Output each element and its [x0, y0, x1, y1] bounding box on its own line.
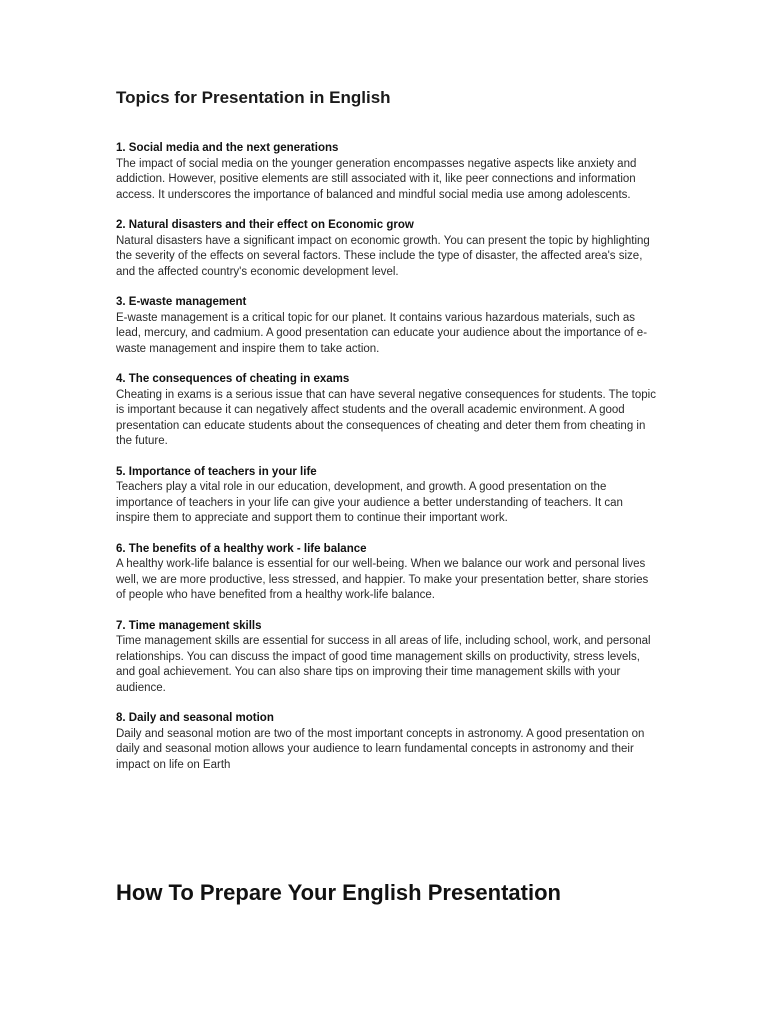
topic-heading: 3. E-waste management	[116, 296, 247, 308]
topic-body: Natural disasters have a significant impact on economic growth. You can present the topic by highlighting the severity of the effects on several factors. These include the type of disaster, the affected area's size, and the affected country's economic development level.	[116, 234, 650, 278]
topic-body: Time management skills are essential for success in all areas of life, including school, work, and personal relationships. You can discuss the impact of good time management skills on productivity, stress levels, and goal achievement. You can also share tips on improving their time management skills with your audience.	[116, 635, 651, 694]
topic-item	[116, 141, 656, 203]
topic-item	[116, 372, 656, 450]
topic-body: Daily and seasonal motion are two of the most important concepts in astronomy. A good presentation on daily and seasonal motion allows your audience to learn fundamental concepts in astronomy and their impact on life on Earth	[116, 727, 645, 771]
topic-heading: 6. The benefits of a healthy work - life balance	[116, 542, 367, 555]
topic-item	[116, 465, 656, 527]
topic-heading: 8. Daily and seasonal motion	[116, 712, 274, 724]
topic-heading: 1. Social media and the next generations	[116, 142, 339, 154]
topic-item	[116, 619, 656, 697]
topic-body: E-waste management is a critical topic for our planet. It contains various hazardous materials, such as lead, mercury, and cadmium. A good presentation can educate your audience about the importance of e-waste management and inspire them to take action.	[116, 311, 648, 355]
topic-item	[116, 711, 656, 773]
topic-item	[116, 295, 656, 357]
topic-body: Cheating in exams is a serious issue that can have several negative consequences for students. The topic is important because it can negatively affect students and the overall academic environment. A good presentation can educate students about the consequences of cheating and deter them from cheating in the future.	[116, 388, 656, 447]
topic-heading: 4. The consequences of cheating in exams	[116, 373, 350, 385]
topic-item	[116, 218, 656, 280]
topic-body: The impact of social media on the younger generation encompasses negative aspects like anxiety and addiction. However, positive elements are still associated with it, like peer connections and information access. It underscores the importance of balanced and mindful social media use among adolescents.	[116, 157, 637, 201]
next-section-title: How To Prepare Your English Presentation	[116, 880, 561, 905]
topic-heading: 5. Importance of teachers in your life	[116, 465, 317, 478]
topic-heading: 2. Natural disasters and their effect on Economic grow	[116, 219, 414, 231]
topic-heading: 7. Time management skills	[116, 619, 262, 632]
topic-list	[116, 141, 656, 788]
topic-body: A healthy work-life balance is essential for our well-being. When we balance our work and personal lives well, we are more productive, less stressed, and happier. To make your presentation better, share stories of people who have benefited from a healthy work-life balance.	[116, 558, 649, 601]
topic-body: Teachers play a vital role in our education, development, and growth. A good presentation on the importance of teachers in your life can give your audience a better understanding of teachers. It can inspire them to appreciate and support them to continue their important work.	[116, 481, 623, 524]
topic-item	[116, 542, 656, 604]
section-title: Topics for Presentation in English	[116, 88, 391, 107]
